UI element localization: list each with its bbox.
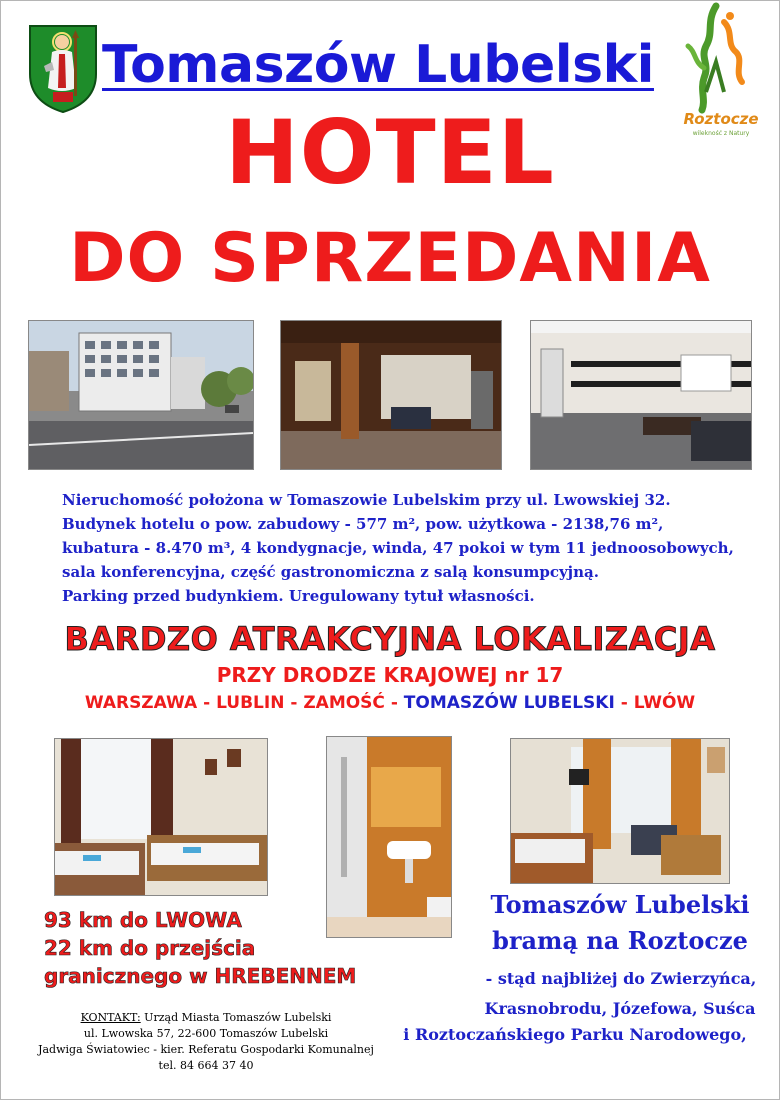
description-line: Budynek hotelu o pow. zabudowy - 577 m², pow. użytkowa - 2138,76 m², [62, 515, 664, 533]
city-title: Tomaszów Lubelski [102, 35, 654, 95]
contact-office-line [28, 1010, 384, 1026]
photo-hotel-lobby [280, 320, 502, 470]
route-tomaszow: TOMASZÓW LUBELSKI [403, 693, 615, 713]
gateway-line2: bramą na Roztocze [492, 926, 748, 955]
road-info: PRZY DRODZE KRAJOWEJ nr 17 [216, 663, 564, 687]
description-line: kubatura - 8.470 m³, 4 kondygnacje, winda, 47 pokoi w tym 11 jednoosobowych, [62, 539, 734, 557]
contact-block [28, 1010, 384, 1074]
photo-single-room [510, 738, 730, 884]
description-line: Parking przed budynkiem. Uregulowany tytuł własności. [62, 587, 535, 605]
nearby-line2: Krasnobrodu, Józefowa, Suśca [484, 999, 756, 1018]
roztocze-logo-text: Roztocze [683, 110, 759, 128]
nearby-line1: - stąd najbliżej do Zwierzyńca, [485, 969, 757, 988]
description-line: sala konferencyjna, część gastronomiczna z salą konsumpcyjną. [62, 563, 599, 581]
contact-phone: tel. 84 664 37 40 [158, 1059, 254, 1072]
route-cities: WARSZAWA - LUBLIN - ZAMOŚĆ - [84, 693, 404, 713]
route-lwow: - LWÓW [614, 693, 696, 713]
roztocze-logo-tagline: wilekność z Natury [692, 130, 750, 137]
headline-for-sale: DO SPRZEDANIA [69, 219, 711, 298]
description-line: Nieruchomość położona w Tomaszowie Lubelskim przy ul. Lwowskiej 32. [62, 491, 671, 509]
contact-address: ul. Lwowska 57, 22-600 Tomaszów Lubelski [83, 1027, 329, 1040]
route-line [0, 690, 780, 716]
location-headline: BARDZO ATRAKCYJNA LOKALIZACJA [64, 620, 716, 658]
distance-lviv: 93 km do LWOWA [44, 908, 242, 932]
distance-hrebenne: granicznego w HREBENNEM [44, 964, 357, 988]
contact-label: KONTAKT: [80, 1011, 141, 1024]
photo-twin-room [54, 738, 268, 896]
property-description [62, 488, 752, 608]
headline-hotel: HOTEL [225, 101, 555, 204]
contact-office: Urząd Miasta Tomaszów Lubelski [140, 1011, 332, 1024]
gateway-line1: Tomaszów Lubelski [490, 890, 750, 919]
photo-hotel-exterior [28, 320, 254, 470]
photo-hotel-hall [530, 320, 752, 470]
nearby-line3: i Roztoczańskiego Parku Narodowego, [403, 1025, 747, 1044]
distance-crossing: 22 km do przejścia [44, 936, 256, 960]
contact-person: Jadwiga Światowiec - kier. Referatu Gospodarki Komunalnej [38, 1043, 374, 1056]
